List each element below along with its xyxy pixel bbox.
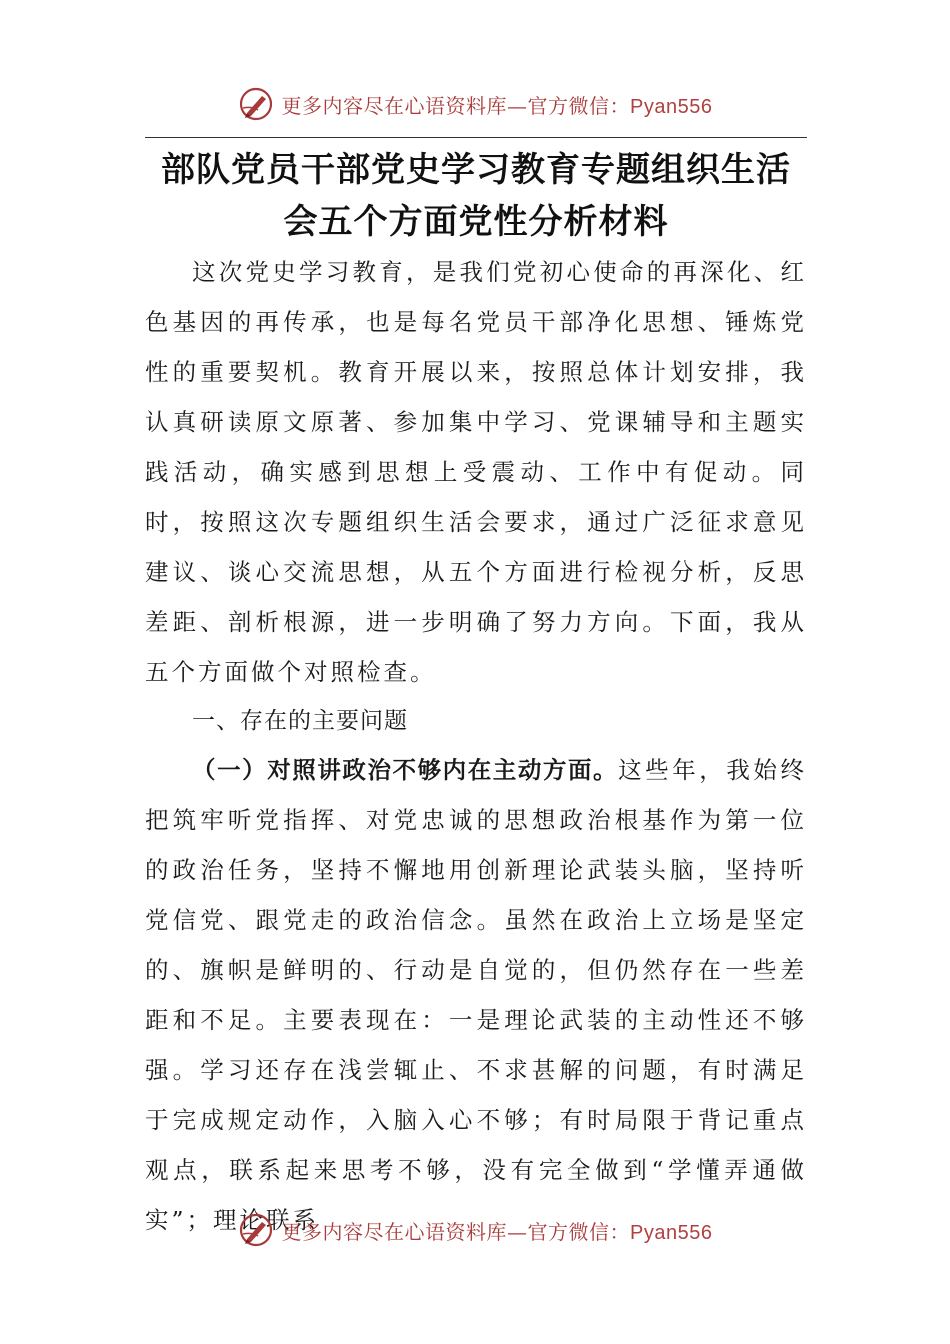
watermark-text: 更多内容尽在心语资料库—官方微信：Pyan556 [281, 1219, 713, 1244]
watermark-text: 更多内容尽在心语资料库—官方微信：Pyan556 [281, 93, 713, 118]
pen-logo-icon [238, 1212, 274, 1248]
footer-watermark-banner [0, 1207, 950, 1253]
subsection-body: 这些年，我始终把筑牢听党指挥、对党忠诚的思想政治根基作为第一位的政治任务，坚持不懈地用创新理论武装头脑，坚持听党信党、跟党走的政治信念。虽然在政治上立场是坚定的、旗帜是鲜明的、行动是自觉的，但仍然存在一些差距和不足。主要表现在：一是理论武装的主动性还不够强。学习还存在浅尝辄止、不求甚解的问题，有时满足于完成规定动作，入脑入心不够；有时局限于背记重点观点，联系起来思考不够，没有完全做到“学懂弄通做实”；理论联系 [145, 756, 808, 1234]
header-watermark-banner [0, 81, 950, 127]
document-title [145, 144, 807, 248]
title-line-1: 部队党员干部党史学习教育专题组织生活 [161, 150, 791, 190]
intro-paragraph: 这次党史学习教育，是我们党初心使命的再深化、红色基因的再传承，也是每名党员干部净化思想、锤炼党性的重要契机。教育开展以来，按照总体计划安排，我认真研读原文原著、参加集中学习、党课辅导和主题实践活动，确实感到思想上受震动、工作中有促动。同时，按照这次专题组织生活会要求，通过广泛征求意见建议、谈心交流思想，从五个方面进行检视分析，反思差距、剖析根源，进一步明确了努力方向。下面，我从五个方面做个对照检查。 [145, 258, 807, 686]
wechat-id: Pyan556 [630, 95, 713, 118]
pen-logo-icon [238, 86, 274, 122]
title-line-2: 会五个方面党性分析材料 [283, 202, 669, 242]
section-heading-text: 一、存在的主要问题 [192, 708, 408, 734]
subsection-lead: （一）对照讲政治不够内在主动方面。 [192, 756, 619, 784]
header-divider [145, 137, 807, 138]
subsection-paragraph [145, 745, 807, 1245]
section-heading [145, 695, 807, 746]
wechat-id: Pyan556 [630, 1221, 713, 1244]
